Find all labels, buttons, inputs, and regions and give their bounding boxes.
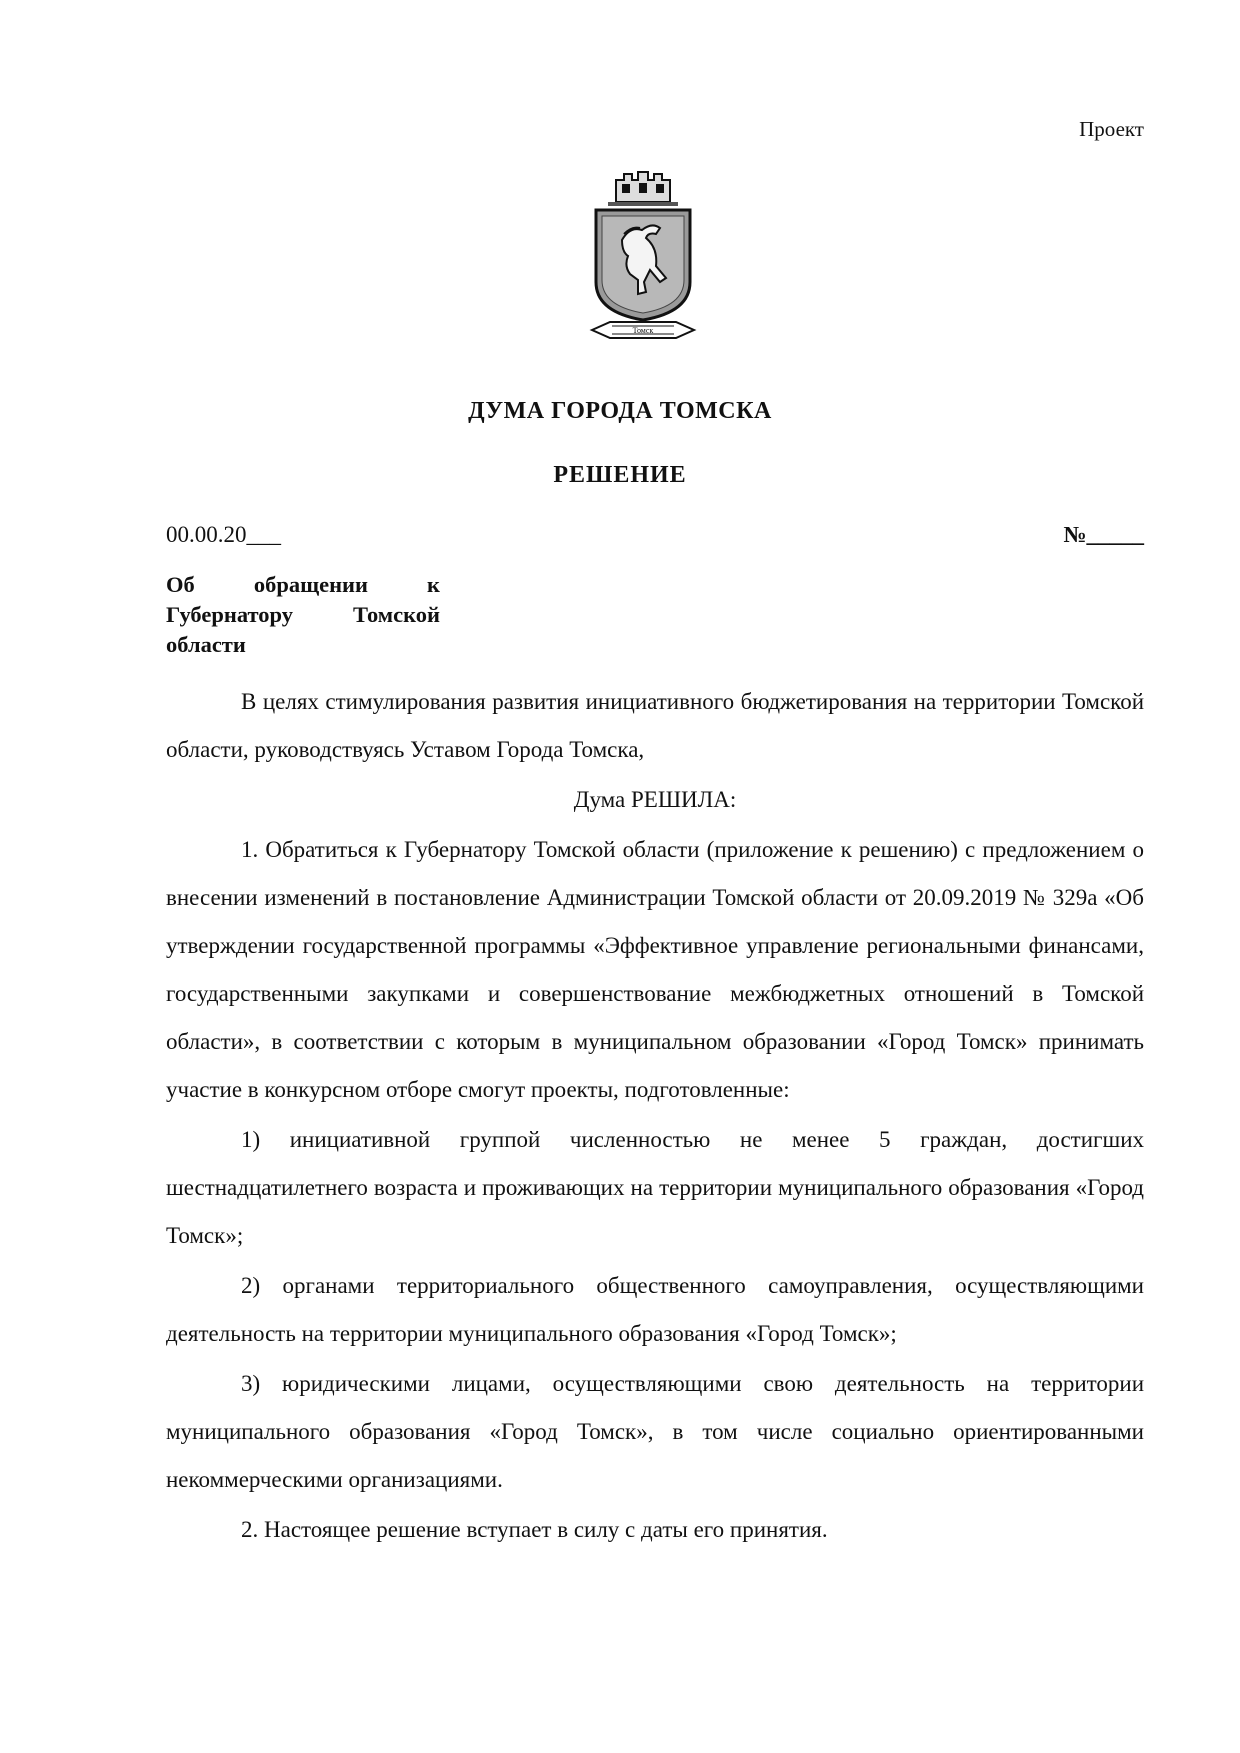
subitem-1: 1) инициативной группой численностью не менее 5 граждан, достигших шестнадцатилетнего возраста и проживающих на территории муниципального образования «Город Томск»; — [166, 1127, 1144, 1248]
document-subject: Об обращении к Губернатору Томской области — [166, 572, 440, 657]
item-2: 2. Настоящее решение вступает в силу с даты его принятия. — [241, 1517, 828, 1542]
organization-title: ДУМА ГОРОДА ТОМСКА — [468, 398, 772, 424]
ribbon-text: Томск — [632, 326, 654, 335]
document-body — [166, 678, 1144, 1556]
subitem-2: 2) органами территориального общественного самоуправления, осуществляющими деятельность на территории муниципального образования «Город Томск»; — [166, 1273, 1144, 1346]
subitem-3: 3) юридическими лицами, осуществляющими свою деятельность на территории муниципального образования «Город Томск», в том числе социально ориентированными некоммерческими организациями. — [166, 1371, 1144, 1492]
document-number: №_____ — [1063, 522, 1144, 547]
preamble: В целях стимулирования развития инициативного бюджетирования на территории Томской области, руководствуясь Уставом Города Томска, — [166, 689, 1144, 762]
resolution-heading: Дума РЕШИЛА: — [573, 787, 737, 812]
document-date: 00.00.20___ — [166, 522, 281, 547]
item-1: 1. Обратиться к Губернатору Томской области (приложение к решению) с предложением о внесении изменений в постановление Администрации Томской области от 20.09.2019 № 329а «Об утверждении государственной программы «Эффективное управление региональными финансами, государственными закупками и совершенствование межбюджетных отношений в Томской области», в соответствии с которым в муниципальном образовании «Город Томск» принимать участие в конкурсном отборе смогут проекты, подготовленные: — [166, 837, 1144, 1102]
draft-label: Проект — [1079, 117, 1144, 141]
document-type: РЕШЕНИЕ — [553, 462, 687, 488]
coat-of-arms-icon — [586, 170, 700, 348]
